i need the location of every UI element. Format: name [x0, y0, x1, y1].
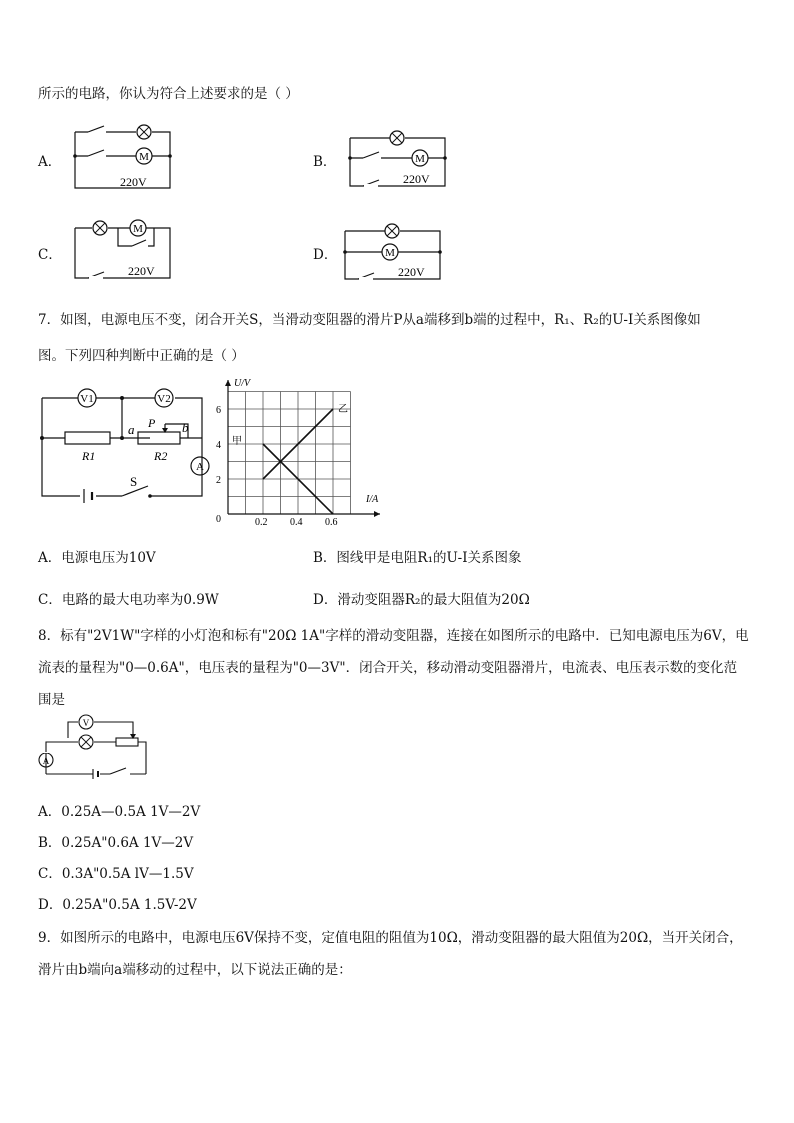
- q9-stem-line1: 9．如图所示的电路中，电源电压6V保持不变，定值电阻的阻值为10Ω，滑动变阻器的最大阻值为20Ω，当开关闭合，: [38, 930, 743, 946]
- line-jia-label: 甲: [232, 436, 242, 447]
- q8-stem-line2: 流表的量程为"0—0.6A"，电压表的量程为"0—3V"．闭合开关，移动滑动变阻器滑片，电流表、电压表示数的变化范: [38, 660, 738, 676]
- voltage-label: 220V: [403, 172, 430, 186]
- r1-label: R1: [82, 449, 96, 463]
- q6-option-d-label: D．: [313, 247, 338, 263]
- q7-option-b: B．图线甲是电阻R₁的U-I关系图象: [313, 550, 522, 566]
- voltage-label: 220V: [128, 264, 155, 278]
- q9-stem-line2: 滑片由b端向a端移动的过程中，以下说法正确的是：: [38, 962, 352, 978]
- r2-label: R2: [154, 449, 168, 463]
- x-axis-label: I/A: [366, 494, 379, 505]
- q7-ui-graph: [210, 374, 385, 528]
- q6-option-a-label: A．: [38, 154, 62, 170]
- q7-stem-line2: 图。下列四种判断中正确的是（ ）: [38, 348, 245, 364]
- q7-option-a: A．电源电压为10V: [38, 550, 156, 566]
- point-b-label: b: [182, 420, 189, 435]
- q8-option-c: C．0.3A"0.5A lV—1.5V: [38, 866, 194, 882]
- ammeter-label: A: [42, 756, 50, 766]
- ammeter-label: A: [196, 461, 204, 473]
- voltmeter-label: V: [82, 718, 90, 728]
- q7-stem-line1: 7．如图，电源电压不变，闭合开关S，当滑动变阻器的滑片P从a端移到b端的过程中，R₁、R₂的U-I关系图像如: [38, 312, 701, 328]
- q8-stem-line1: 8．标有"2V1W"字样的小灯泡和标有"20Ω 1A"字样的滑动变阻器，连接在如图所示的电路中．已知电源电压为6V，电: [38, 628, 749, 644]
- q7-option-c: C．电路的最大电功率为0.9W: [38, 592, 219, 608]
- rheostat: [116, 738, 138, 746]
- v1-label: V1: [80, 393, 94, 405]
- x-tick-label: 0.2: [255, 517, 268, 528]
- q6-option-b-label: B．: [313, 154, 337, 170]
- voltage-label: 220V: [120, 175, 147, 189]
- voltage-label: 220V: [398, 265, 425, 279]
- q6-option-c-label: C．: [38, 247, 62, 263]
- y-tick-label: 4: [216, 440, 221, 451]
- y-tick-label: 2: [216, 475, 221, 486]
- point-a-label: a: [128, 422, 135, 437]
- motor-label: M: [133, 223, 143, 235]
- resistor-r1: [65, 432, 110, 444]
- v2-label: V2: [157, 393, 171, 405]
- line-yi-label: 乙: [338, 404, 348, 415]
- origin-label: 0: [216, 514, 221, 525]
- q6-option-d-circuit: [340, 220, 450, 282]
- intro-line: 所示的电路，你认为符合上述要求的是（ ）: [38, 86, 299, 102]
- motor-label: M: [415, 153, 425, 165]
- y-axis-label: U/V: [234, 378, 251, 389]
- q6-option-c-circuit: [70, 218, 180, 282]
- q8-stem-line3: 围是: [38, 692, 65, 708]
- q8-option-a: A．0.25A—0.5A 1V—2V: [38, 804, 201, 820]
- q7-circuit-diagram: [40, 386, 215, 501]
- q8-option-d: D．0.25A"0.5A 1.5V-2V: [38, 897, 197, 913]
- y-tick-label: 6: [216, 405, 221, 416]
- q8-circuit-diagram: [38, 712, 153, 780]
- switch-s-label: S: [130, 474, 138, 489]
- q6-option-b-circuit: [345, 130, 455, 192]
- q7-option-d: D．滑动变阻器R₂的最大阻值为20Ω: [313, 592, 530, 608]
- motor-label: M: [139, 151, 149, 163]
- slider-p-label: P: [148, 416, 156, 430]
- x-tick-label: 0.4: [290, 517, 303, 528]
- q8-option-b: B．0.25A"0.6A 1V—2V: [38, 835, 194, 851]
- q6-option-a-circuit: [70, 126, 180, 192]
- motor-label: M: [385, 247, 395, 259]
- x-tick-label: 0.6: [325, 517, 338, 528]
